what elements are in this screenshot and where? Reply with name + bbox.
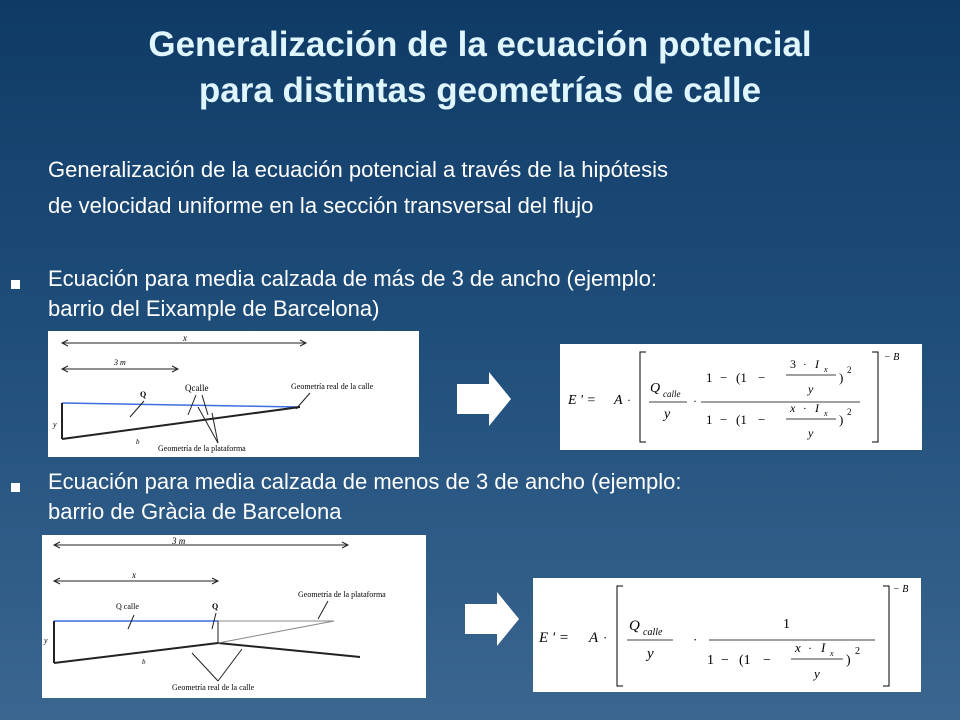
eq2-y-2: y: [814, 666, 820, 681]
eq2-right-bracket: [883, 586, 889, 686]
street-diagram-2: [42, 535, 426, 698]
eq1-I-2: I: [815, 401, 819, 415]
eq1-y-3: y: [808, 426, 814, 440]
eq1-exponent: − B: [884, 352, 900, 363]
intro-line-1: Generalización de la ecuación potencial a través de la hipótesis: [48, 157, 669, 182]
eq1-dot-3: ·: [803, 359, 807, 371]
eq1-calle: calle: [663, 389, 681, 399]
eq1-den-close: ): [839, 412, 844, 427]
square-bullet-icon: [11, 483, 20, 492]
width-b-label: b: [142, 658, 146, 666]
dim-3m-label: 3 m: [114, 358, 126, 367]
eq2-den-minus: −: [721, 653, 729, 668]
eq1-lhs: E ' =: [568, 393, 596, 408]
real-geometry-label: Geometría real de la calle: [172, 683, 255, 692]
eq2-left-bracket: [617, 586, 623, 686]
platform-geometry-label: Geometría de la plataforma: [298, 590, 386, 599]
q-label: Q: [140, 390, 147, 399]
eq1-sq-2: 2: [847, 407, 852, 417]
depth-y-label: y: [53, 420, 57, 429]
water-surface-line: [62, 403, 300, 407]
bullet-2: [48, 467, 928, 527]
eq1-sq-1: 2: [847, 365, 852, 375]
platform-geometry-label: Geometría de la plataforma: [158, 444, 246, 453]
street-profile-right: [218, 643, 360, 657]
qcalle-label: Qcalle: [185, 383, 209, 393]
slide-title: [0, 22, 960, 114]
bullet-1-line-1: Ecuación para media calzada de más de 3 de ancho (ejemplo:: [48, 266, 658, 291]
eq1-sub-x-2: x: [824, 409, 828, 418]
eq1-dot-1: ·: [627, 393, 631, 407]
eq2-den-close: ): [846, 653, 851, 668]
eq2-dot-3: ·: [808, 641, 812, 655]
bullet-1-line-2: barrio del Eixample de Barcelona): [48, 296, 380, 321]
eq1-left-bracket: [640, 352, 646, 442]
equation-2: [533, 578, 921, 692]
eq1-den-1: 1: [706, 412, 713, 427]
equation-1: [560, 344, 922, 450]
eq1-Q: Q: [650, 381, 661, 396]
eq1-dot-2: ·: [693, 394, 697, 408]
width-b-label: b: [136, 438, 140, 446]
street-diagram-1: [48, 331, 419, 457]
qcalle-label: Q calle: [116, 602, 139, 611]
eq1-sub-x-1: x: [824, 365, 828, 374]
bullet-2-line-2: barrio de Gràcia de Barcelona: [48, 499, 342, 524]
platform-line: [62, 407, 300, 439]
eq1-x: x: [790, 401, 796, 415]
eq2-dot-2: ·: [693, 632, 698, 647]
eq2-sub-x: x: [830, 649, 834, 658]
eq1-y-1: y: [664, 407, 671, 422]
eq2-dot-1: ·: [603, 630, 608, 645]
eq1-num-close: ): [839, 370, 844, 385]
depth-y-label: y: [44, 636, 48, 645]
eq2-num-1: 1: [783, 617, 790, 632]
real-geometry-label: Geometría real de la calle: [291, 382, 374, 391]
eq2-calle: calle: [643, 627, 663, 638]
eq1-num-minus: −: [720, 370, 728, 385]
q-label: Q: [212, 602, 219, 611]
dim-3m-label: 3 m: [172, 536, 186, 546]
eq2-y-1: y: [647, 646, 654, 662]
eq1-den-minus: −: [720, 412, 728, 427]
eq1-A: A: [614, 393, 623, 408]
eq2-sq: 2: [855, 646, 860, 657]
bullet-1: [48, 264, 928, 324]
eq2-exponent: − B: [893, 584, 909, 595]
square-bullet-icon: [11, 280, 20, 289]
slide-title-line-2: para distintas geometrías de calle: [198, 71, 762, 110]
intro-text: [48, 152, 928, 224]
eq1-num-paren: (1: [736, 370, 747, 385]
eq2-A: A: [589, 630, 599, 646]
eq2-I: I: [821, 640, 826, 655]
eq1-right-bracket: [872, 352, 878, 442]
eq1-dot-4: ·: [803, 403, 807, 415]
slide-title-line-1: Generalización de la ecuación potencial: [148, 25, 812, 64]
eq2-den-minus-2: −: [763, 653, 771, 668]
street-profile-left: [54, 643, 218, 663]
dim-x-label: x: [183, 333, 187, 343]
bullet-2-line-1: Ecuación para media calzada de menos de 3 de ancho (ejemplo:: [48, 469, 682, 494]
dim-x-label: x: [132, 570, 136, 580]
eq1-I-1: I: [815, 357, 819, 371]
intro-line-2: de velocidad uniforme en la sección transversal del flujo: [48, 193, 594, 218]
eq1-num-1: 1: [706, 370, 713, 385]
eq2-x: x: [795, 640, 801, 655]
eq1-three: 3: [790, 357, 796, 371]
platform-slope-line: [218, 621, 334, 643]
eq1-den-paren: (1: [736, 412, 747, 427]
right-arrow-icon: [465, 592, 521, 646]
eq2-lhs: E ' =: [539, 630, 569, 646]
eq1-num-minus-2: −: [758, 370, 766, 385]
eq2-den-1: 1: [707, 653, 714, 668]
right-arrow-icon: [457, 372, 513, 426]
eq2-Q: Q: [629, 618, 640, 634]
eq1-y-2: y: [808, 382, 814, 396]
eq1-den-minus-2: −: [758, 412, 766, 427]
eq2-den-paren: (1: [739, 653, 751, 668]
